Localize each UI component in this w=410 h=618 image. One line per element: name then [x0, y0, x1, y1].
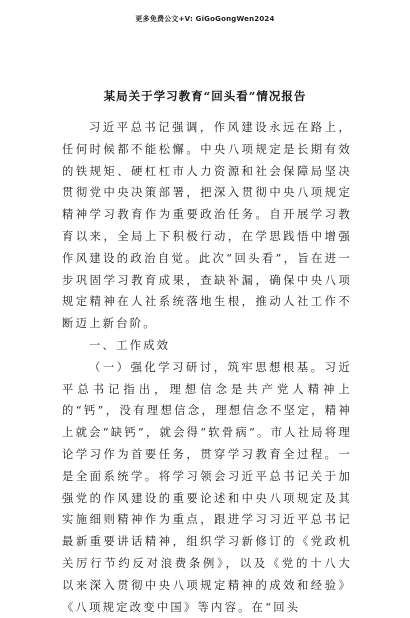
document-body — [62, 117, 352, 618]
section-paragraph: （一）强化学习研讨，筑牢思想根基。习近平总书记指出，理想信念是共产党人精神上的“钙”，没有理想信念，理想信念不坚定，精神上就会“缺钙”，就会得“软骨病”。市人社局将理论学习作为首要任务，贯穿学习教育全过程。一是全面系统学。将学习领会习近平总书记关于加强党的作风建设的重要论述和中央八项规定及其实施细则精神作为重点，跟进学习习近平总书记最新重要讲话精神，组织学习新修订的《党政机关厉行节约反对浪费条例》，以及《党的十八大以来深入贯彻中央八项规定精神的成效和经验》《八项规定改变中国》等内容。在“回头 — [62, 360, 352, 614]
section-heading: 一、工作成效 — [89, 338, 171, 352]
header-note: 更多免费公文+V: GiGoGongWen2024 — [135, 15, 275, 23]
document-title: 某局关于学习教育“回头看”情况报告 — [103, 89, 307, 103]
intro-paragraph: 习近平总书记强调，作风建设永远在路上，任何时候都不能松懈。中央八项规定是长期有效的铁规矩、硬杠杠市人力资源和社会保障局坚决贯彻党中央决策部署，把深入贯彻中央八项规定精神学习教育作为重要政治任务。自开展学习教育以来，全局上下积极行动，在学思践悟中增强作风建设的政治自觉。此次“回头看”，旨在进一步巩固学习教育成果，查缺补漏，确保中央八项规定精神在人社系统落地生根，推动人社工作不断迈上新台阶。 — [62, 121, 352, 331]
